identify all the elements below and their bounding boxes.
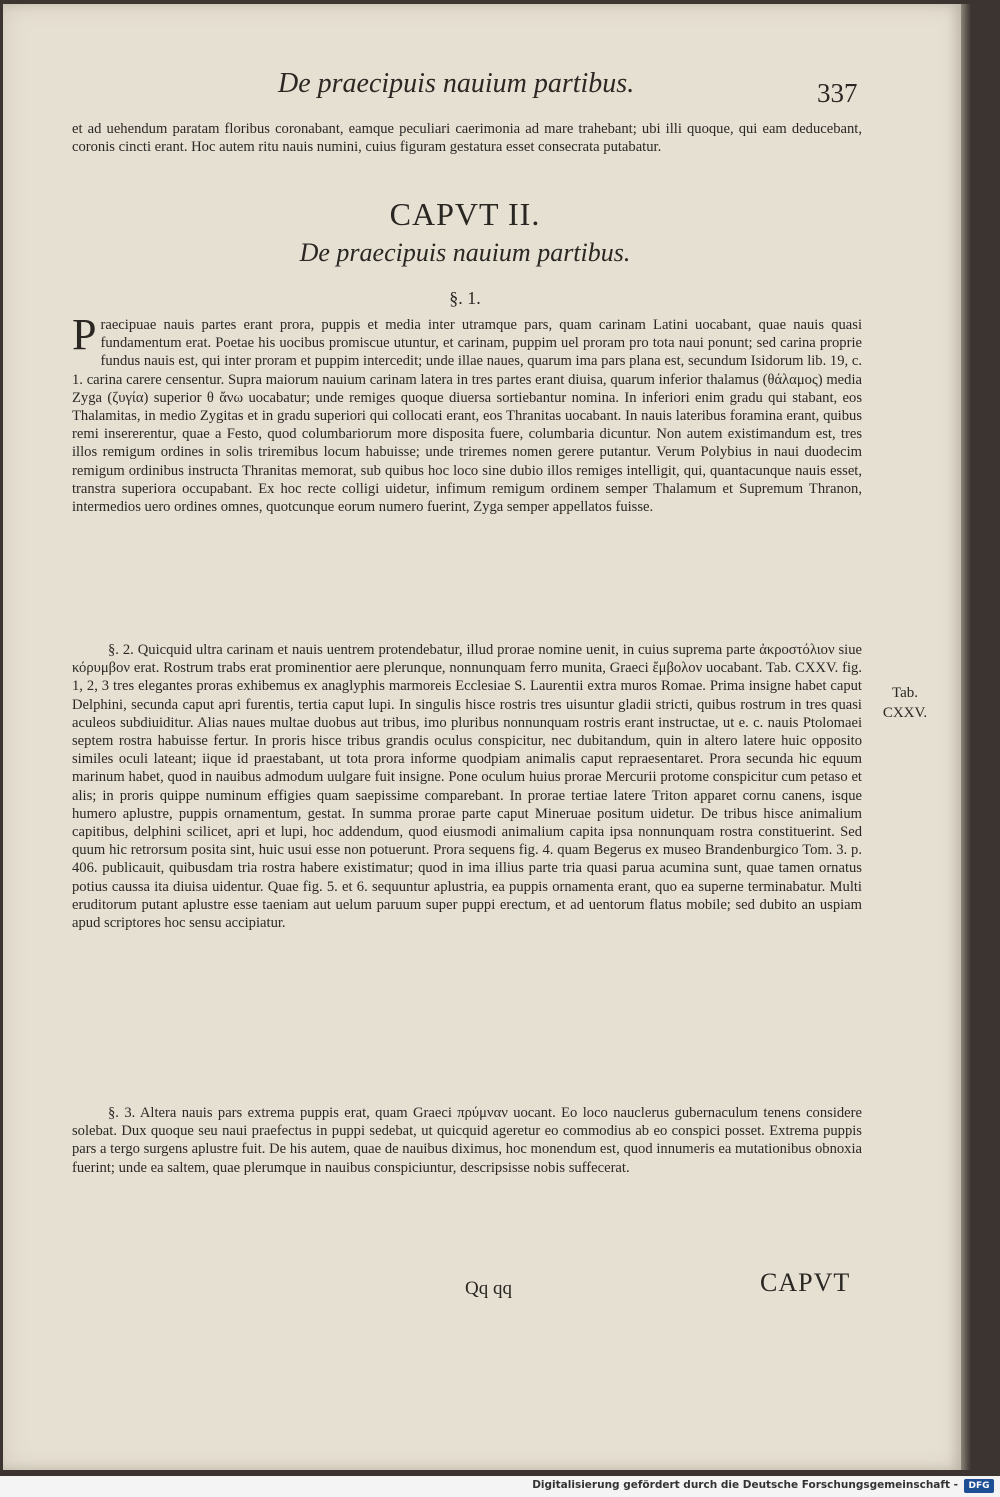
paragraph-1 — [72, 310, 862, 516]
dfg-logo-icon: DFG — [964, 1479, 994, 1493]
margin-note — [870, 683, 940, 723]
carry-over-text: et ad uehendum paratam floribus coronabant, eamque peculiari caerimonia ad mare trahebant; ubi illi quoque, qui eam deducebant, coronis cincti erant. Hoc autem ritu nauis numini, cuius figuram gestatura esset consecrata putabatur. — [72, 121, 862, 156]
drop-cap: P — [72, 310, 97, 359]
paragraph-2-text: §. 2. Quicquid ultra carinam et nauis uentrem protendebatur, illud prorae nomine uenit, in cuius suprema parte ἀκροστόλιον siue κόρυμβον erat. Rostrum trabs erat prominentior aere plerunque, nonnunquam ferro munita, Graeci ἔμβολον uocabant. Tab. CXXV. fig. 1, 2, 3 tres elegantes proras exhibemus ex anaglyphis marmoreis Ecclesiae S. Laurentii extra muros Romae. Prima insigne habet caput Delphini, secunda caput apri furentis, tertia caput lupi. In singulis hisce rostris tres uisuntur gladii stricti, quibus rostrum in tres quasi aculeos subdiuiditur. Alias naues multae duobus aut tribus, imo pluribus nonnunquam rostris erant instructae, ut e. c. nauis Ptolomaei septem rostra habuisse fertur. In proris hisce tribus grandis oculus conspicitur, nec dubitandum, quin in altero latere huic opposito similes oculi lateant; iique id praestabant, ut tota prora informe quodpiam animalis caput repraesentaret. Prora secunda hic equum marinum habet, quod in nauibus admodum uulgare fuit insigne. Pone oculum huius prorae Mercurii protome conspicitur cum petaso et alis; in proris quippe numinum effigies quam saepissime comparebant. In prorae tertiae latere Triton apparet cornu canens, isque humero aplustre, puppis ornamentum, gestat. In summa prorae parte caput Mineruae positum uidetur. De tribus hisce animalium capitibus, delphini scilicet, apri et lupi, hoc addendum, quod eiusmodi animalium capita ipsa nonnunquam rostra constituerint. Sed quum hic retrorsum posita sint, huic usui esse non potuerunt. Prora sequens fig. 4. quam Begerus ex museo Brandenburgico Tom. 3. p. 406. publicauit, quibusdam tria rostra habere existimatur; quod in ima illius parte tria quasi parua acumina sunt, quae tamen ornatus potius caussa ita diuisa uidentur. Quae fig. 5. et 6. sequuntur aplustria, ea puppis ornamenta erant, quo ea superne terminabatur. Multi eruditorum putant aplustre esse taeniam aut uelum paruum super puppi erectum, et ad uentorum flatus mobile; sed dubito an uspiam apud scriptores hoc sensu accipiatur. — [72, 642, 862, 932]
funding-credit: Digitalisierung gefördert durch die Deutsche Forschungsgemeinschaft - — [532, 1479, 958, 1491]
paragraph-3-text: §. 3. Altera nauis pars extrema puppis erat, quam Graeci πρύμναν uocant. Eo loco nauclerus gubernaculum tenens considere solebat. Dux quoque seu naui praefectus in puppi sedebat, ut quicquid ageretur eo commodius ab eo conspici posset. Extrema puppis pars a tergo surgens aplustre fuit. De his autem, quae de nauibus diximus, hoc monendum est, quod innumeris ea mutationibus obnoxia fuerint; unde ea saltem, quae plerumque in nauibus conspiciuntur, descripsisse nobis suffecerat. — [72, 1105, 862, 1176]
margin-note-line-2: CXXV. — [882, 705, 928, 721]
signature-mark: Qq qq — [465, 1278, 512, 1299]
page-number: 337 — [817, 78, 858, 108]
carry-over-paragraph — [72, 120, 862, 156]
catchword: CAPVT — [760, 1268, 851, 1297]
paragraph-2 — [72, 641, 862, 932]
running-title: De praecipuis nauium partibus. — [278, 68, 635, 99]
chapter-title: CAPVT II. — [389, 196, 541, 232]
section-mark: §. 1. — [449, 288, 481, 308]
paragraph-1-text: raecipuae nauis partes erant prora, puppis et media inter utramque pars, quam carinam Latini uocabant, quae nauis quasi fundamentum erat. Poetae his uocibus promiscue utuntur, et carinam, puppim uel proram pro tota naui ponunt; sed carina proprie fundus nauis est, qui inter proram et puppim intercedit; unde illae naues, quarum ima pars plana est, secundum Isidorum lib. 19, c. 1. carina carere censentur. Supra maiorum nauium carinam latera in tres partes erant diuisa, quarum inferior thalamus (θάλαμος) media Zyga (ζυγία) superior θ ἄνω uocabatur; unde remiges quoque diuersa sortiebantur nomina. In inferiori enim gradu qui stabant, eos Thalamitas, in medio Zygitas et in gradu superiori qui collocati erant, eos Thranitas uocabant. In nauis lateribus foramina erant, quibus remi insererentur, quae a Festo, quod columbariorum more disposita fuere, columbaria dicuntur. Non autem existimandum est, tres illos remigum ordines in solis triremibus locum habuisse; unde triremes nomen gerere putantur. Verum Polybius in naui duodecim remigum ordinibus instructa Thranitas memorat, sub quibus hoc loco sine dubio illos remiges intelligit, qui, quantacunque nauis esset, transtra superiora occupabant. Ex hoc recte colligi uidetur, infimum remigum ordinem semper Thalamum et Supremum Thranon, intermedios uero ordines omnes, quotcunque eorum numero fuerint, Zyga semper appellatos fuisse. — [72, 317, 862, 516]
chapter-subtitle: De praecipuis nauium partibus. — [299, 238, 631, 267]
paragraph-3 — [72, 1104, 862, 1177]
page-edge — [961, 4, 971, 1470]
margin-note-line-1: Tab. — [891, 685, 919, 701]
